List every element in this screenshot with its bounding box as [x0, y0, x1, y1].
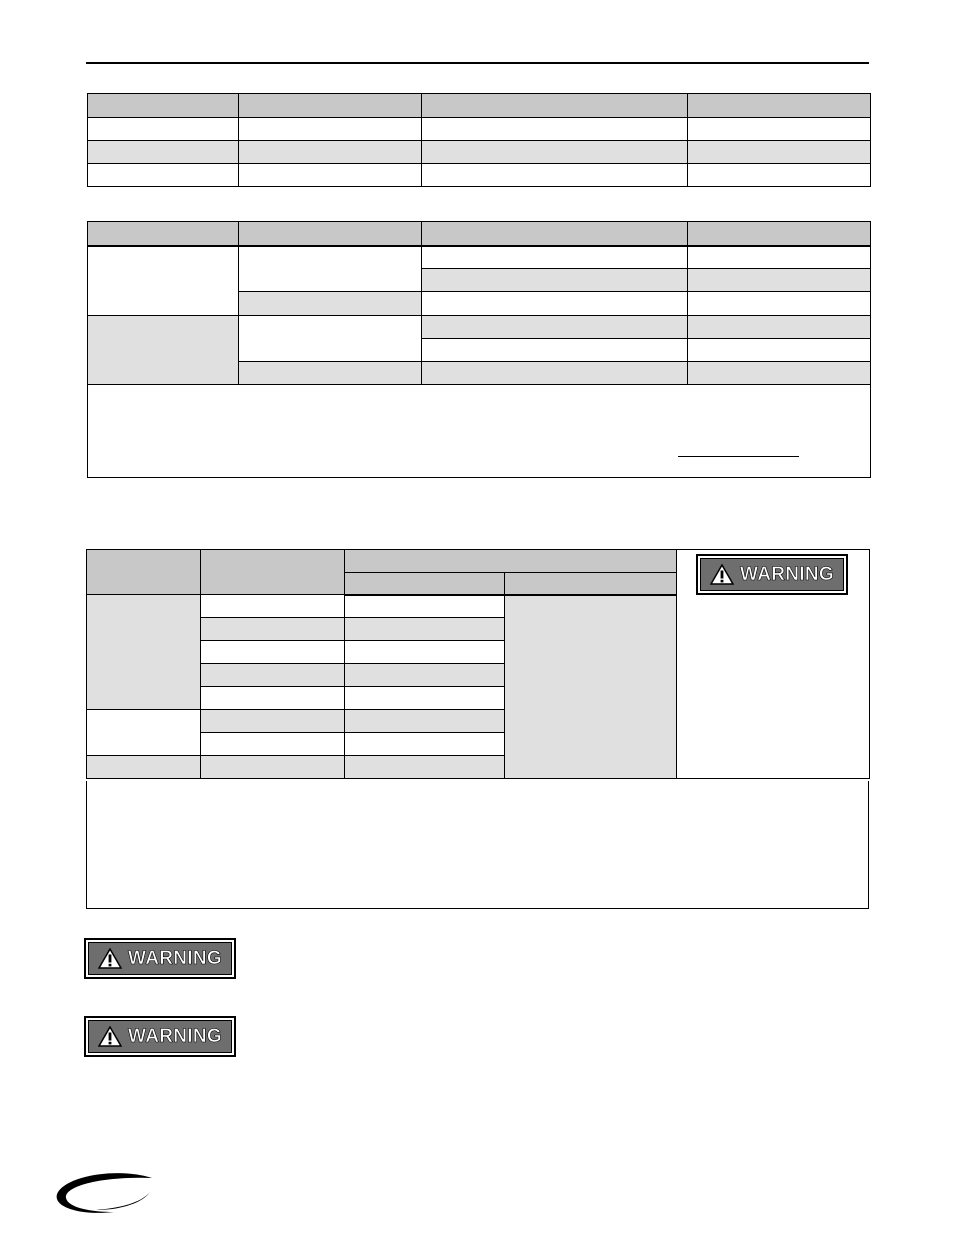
warning-badge — [84, 938, 236, 979]
table-cell — [422, 94, 688, 118]
table-cell — [239, 164, 422, 187]
table-3-note-box — [86, 781, 869, 909]
table-row — [88, 246, 871, 269]
table-cell — [239, 362, 422, 385]
table-cell — [201, 664, 345, 687]
table-cell — [87, 710, 201, 756]
header-rule — [86, 62, 869, 64]
table-cell — [688, 362, 871, 385]
table-cell — [505, 573, 677, 595]
table-row — [88, 164, 871, 187]
table-cell — [239, 118, 422, 141]
table-row — [88, 118, 871, 141]
warning-badge — [696, 554, 848, 595]
note-link-underline[interactable] — [678, 456, 799, 457]
table-cell — [239, 316, 422, 362]
warning-label: WARNING — [740, 563, 834, 585]
table-cell — [201, 687, 345, 710]
table-cell — [505, 595, 677, 779]
warning-label: WARNING — [128, 947, 222, 969]
table-cell — [201, 595, 345, 618]
table-cell — [422, 222, 688, 246]
table-cell — [201, 550, 345, 595]
table-1 — [87, 93, 871, 187]
table-cell — [87, 550, 201, 595]
table-cell — [345, 550, 677, 573]
table-cell — [688, 269, 871, 292]
table-2 — [87, 221, 871, 385]
table-cell — [88, 94, 239, 118]
table-cell — [345, 733, 505, 756]
table-cell — [422, 246, 688, 269]
table-cell — [688, 316, 871, 339]
table-cell — [88, 316, 239, 385]
table-cell — [239, 94, 422, 118]
table-1-header-row — [88, 94, 871, 118]
table-cell — [201, 733, 345, 756]
table-cell — [345, 664, 505, 687]
table-cell — [87, 595, 201, 710]
table-cell — [345, 687, 505, 710]
table-cell — [688, 164, 871, 187]
table-cell — [88, 141, 239, 164]
table-cell — [422, 118, 688, 141]
table-cell — [239, 246, 422, 292]
table-cell — [422, 164, 688, 187]
table-cell — [239, 292, 422, 316]
table-cell — [345, 595, 505, 618]
table-cell — [688, 222, 871, 246]
warning-label: WARNING — [128, 1025, 222, 1047]
table-cell — [422, 339, 688, 362]
table-cell — [688, 118, 871, 141]
table-cell — [688, 94, 871, 118]
table-cell — [688, 292, 871, 316]
table-cell — [239, 141, 422, 164]
table-cell — [201, 710, 345, 733]
table-cell — [422, 269, 688, 292]
table-2-header-row — [88, 222, 871, 246]
exclamation-triangle-icon — [710, 564, 734, 585]
table-row — [88, 316, 871, 339]
table-cell — [688, 339, 871, 362]
exclamation-triangle-icon — [98, 948, 122, 969]
table-cell — [422, 316, 688, 339]
table-cell — [88, 118, 239, 141]
table-cell — [87, 756, 201, 779]
table-cell — [345, 573, 505, 595]
table-cell — [688, 246, 871, 269]
table-cell — [422, 141, 688, 164]
table-cell — [345, 756, 505, 779]
table-cell — [345, 641, 505, 664]
table-cell — [201, 618, 345, 641]
table-cell — [88, 222, 239, 246]
table-cell — [345, 710, 505, 733]
exclamation-triangle-icon — [98, 1026, 122, 1047]
table-cell — [345, 618, 505, 641]
table-cell — [201, 641, 345, 664]
table-2-note-box — [87, 385, 871, 478]
table-cell — [422, 362, 688, 385]
table-cell — [201, 756, 345, 779]
table-cell — [688, 141, 871, 164]
swoosh-logo — [52, 1170, 158, 1216]
table-cell — [239, 222, 422, 246]
warning-badge — [84, 1016, 236, 1057]
table-row — [88, 141, 871, 164]
table-cell — [88, 164, 239, 187]
table-cell — [422, 292, 688, 316]
table-cell — [88, 246, 239, 316]
